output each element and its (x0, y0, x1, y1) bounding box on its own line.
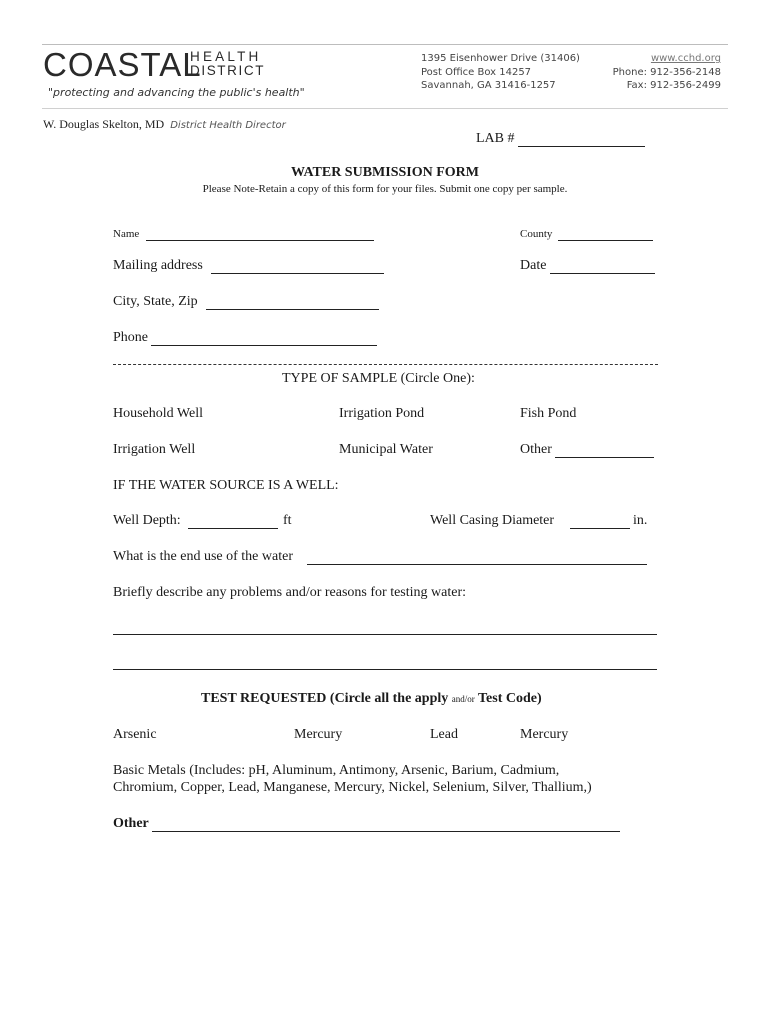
sample-household-well[interactable]: Household Well (113, 406, 203, 421)
problems-field-line-2[interactable] (113, 669, 657, 670)
sample-fish-pond[interactable]: Fish Pond (520, 406, 577, 421)
date-field[interactable] (550, 273, 655, 274)
director-line (43, 117, 286, 132)
name-label: Name (113, 228, 140, 240)
other-test-label: Other (113, 816, 149, 831)
logo-health-text: HEALTH (190, 49, 262, 64)
well-depth-unit: ft (283, 513, 292, 528)
test-mercury-2[interactable]: Mercury (520, 727, 569, 742)
address-line-1: 1395 Eisenhower Drive (31406) (421, 53, 580, 64)
well-casing-unit: in. (633, 513, 648, 528)
city-state-zip-field[interactable] (206, 309, 379, 310)
test-heading-small: and/or (451, 694, 475, 704)
header-top-rule (42, 44, 728, 45)
end-use-label: What is the end use of the water (113, 549, 293, 564)
well-casing-field[interactable] (570, 528, 630, 529)
test-lead[interactable]: Lead (430, 727, 458, 742)
date-label: Date (520, 258, 547, 273)
section-divider (113, 364, 658, 365)
contact-block (613, 52, 721, 93)
basic-metals-line-1[interactable]: Basic Metals (Includes: pH, Aluminum, Antimony, Arsenic, Barium, Cadmium, (113, 763, 560, 778)
tagline: "protecting and advancing the public's health" (48, 86, 305, 99)
sample-municipal-water[interactable]: Municipal Water (339, 442, 433, 457)
phone-number: Phone: 912-356-2148 (612, 66, 721, 78)
city-state-zip-label: City, State, Zip (113, 294, 198, 309)
address-line-2: Post Office Box 14257 (421, 66, 532, 78)
lab-number-field[interactable] (518, 146, 645, 147)
mailing-address-field[interactable] (211, 273, 384, 274)
phone-field[interactable] (151, 345, 377, 346)
test-heading-end: Test Code) (478, 691, 542, 706)
phone-label: Phone (113, 330, 148, 345)
sample-other-field[interactable] (555, 457, 654, 458)
other-test-field[interactable] (152, 831, 620, 832)
problems-label: Briefly describe any problems and/or reasons for testing water: (113, 585, 467, 600)
county-field[interactable] (558, 240, 653, 241)
mailing-address-label: Mailing address (113, 258, 203, 273)
director-title: District Health Director (170, 120, 286, 131)
sample-type-heading: TYPE OF SAMPLE (Circle One): (282, 371, 475, 386)
sample-irrigation-well[interactable]: Irrigation Well (113, 442, 196, 457)
lab-number-label: LAB # (476, 131, 515, 146)
problems-field-line-1[interactable] (113, 634, 657, 635)
address-line-3: Savannah, GA 31416-1257 (421, 80, 556, 91)
test-heading-main: TEST REQUESTED (Circle all the apply (201, 691, 449, 706)
well-depth-label: Well Depth: (113, 513, 181, 528)
website-link[interactable]: www.cchd.org (650, 53, 721, 64)
header-bottom-rule (42, 108, 728, 109)
sample-other-label[interactable]: Other (520, 442, 552, 457)
logo-district-text: DISTRICT (190, 63, 266, 78)
form-note: Please Note-Retain a copy of this form for your files. Submit one copy per sample. (202, 183, 568, 195)
test-requested-heading (201, 691, 542, 707)
test-mercury[interactable]: Mercury (294, 727, 343, 742)
test-arsenic[interactable]: Arsenic (113, 727, 157, 742)
basic-metals-line-2[interactable]: Chromium, Copper, Lead, Manganese, Mercury, Nickel, Selenium, Silver, Thallium,) (113, 780, 592, 795)
fax-number: Fax: 912-356-2499 (626, 80, 721, 91)
sample-irrigation-pond[interactable]: Irrigation Pond (339, 406, 425, 421)
county-label: County (520, 228, 553, 240)
well-heading: IF THE WATER SOURCE IS A WELL: (113, 478, 339, 493)
well-casing-label: Well Casing Diameter (430, 513, 555, 528)
well-depth-field[interactable] (188, 528, 278, 529)
director-name: W. Douglas Skelton, MD (43, 117, 165, 131)
logo-coastal-text: COASTAL (43, 46, 202, 83)
address-block (421, 52, 580, 93)
form-title: WATER SUBMISSION FORM (291, 165, 479, 180)
name-field[interactable] (146, 240, 374, 241)
end-use-field[interactable] (307, 564, 647, 565)
